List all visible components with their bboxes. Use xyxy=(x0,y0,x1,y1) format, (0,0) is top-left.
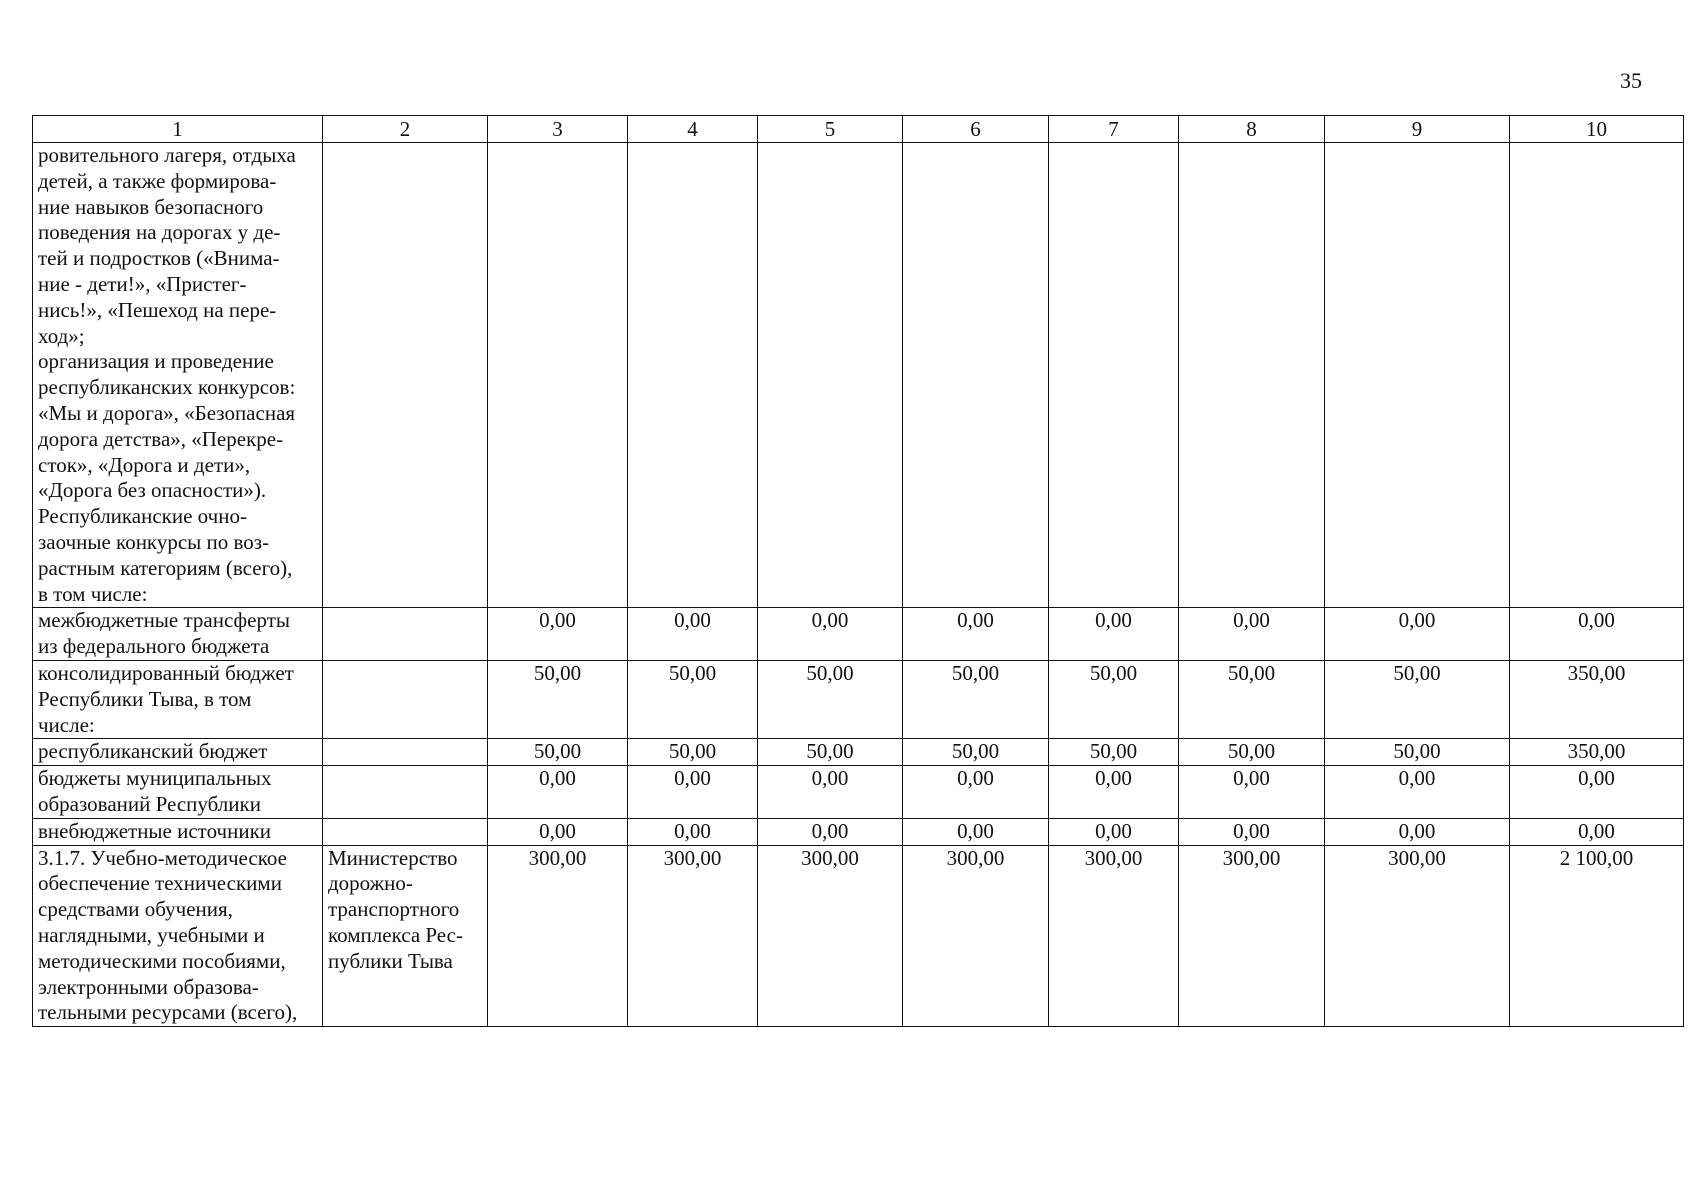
value-cell: 2 100,00 xyxy=(1510,845,1684,1027)
column-header: 3 xyxy=(488,116,628,143)
value-cell: 0,00 xyxy=(758,608,903,661)
column-header: 1 xyxy=(33,116,323,143)
value-cell xyxy=(1179,143,1325,608)
column-header: 10 xyxy=(1510,116,1684,143)
row-responsible xyxy=(323,143,488,608)
row-responsible xyxy=(323,766,488,819)
column-header: 4 xyxy=(628,116,758,143)
row-description: республиканский бюджет xyxy=(33,739,323,766)
value-cell xyxy=(758,143,903,608)
value-cell: 0,00 xyxy=(903,608,1049,661)
table-row xyxy=(33,766,1684,819)
value-cell: 0,00 xyxy=(1510,608,1684,661)
value-cell: 300,00 xyxy=(1049,845,1179,1027)
page-number: 35 xyxy=(1620,68,1642,93)
column-header: 6 xyxy=(903,116,1049,143)
value-cell: 0,00 xyxy=(628,608,758,661)
row-responsible xyxy=(323,660,488,738)
value-cell xyxy=(1325,143,1510,608)
row-description: внебюджетные источники xyxy=(33,818,323,845)
value-cell: 50,00 xyxy=(903,739,1049,766)
value-cell: 0,00 xyxy=(903,818,1049,845)
value-cell: 300,00 xyxy=(1179,845,1325,1027)
value-cell: 0,00 xyxy=(903,766,1049,819)
value-cell: 50,00 xyxy=(1325,660,1510,738)
value-cell: 50,00 xyxy=(1179,660,1325,738)
column-header: 2 xyxy=(323,116,488,143)
value-cell: 0,00 xyxy=(1325,608,1510,661)
value-cell: 0,00 xyxy=(1510,818,1684,845)
row-responsible xyxy=(323,818,488,845)
value-cell: 350,00 xyxy=(1510,660,1684,738)
column-header: 7 xyxy=(1049,116,1179,143)
value-cell: 50,00 xyxy=(628,739,758,766)
value-cell: 0,00 xyxy=(1325,766,1510,819)
value-cell: 300,00 xyxy=(1325,845,1510,1027)
value-cell: 50,00 xyxy=(488,660,628,738)
value-cell: 0,00 xyxy=(1325,818,1510,845)
column-header: 8 xyxy=(1179,116,1325,143)
table-row xyxy=(33,143,1684,608)
value-cell: 0,00 xyxy=(488,608,628,661)
row-description: консолидированный бюджет Республики Тыва, в том числе: xyxy=(33,660,323,738)
value-cell: 0,00 xyxy=(1049,818,1179,845)
value-cell: 50,00 xyxy=(628,660,758,738)
value-cell: 0,00 xyxy=(1049,608,1179,661)
row-description: ровительного лагеря, отдыха детей, а также формирова- ние навыков безопасного поведения на дорогах у де- тей и подростков («Внима- ние - дети!», «Пристег- нись!», «Пешеход на пере- ход»; организация и проведение республиканских конкурсов: «Мы и дорога», «Безопасная дорога детства», «Перекре- сток», «Дорога и дети», «Дорога без опасности»). Республиканские очно- заочные конкурсы по воз- растным категориям (всего), в том числе: xyxy=(33,143,323,608)
value-cell: 50,00 xyxy=(1049,739,1179,766)
value-cell: 0,00 xyxy=(758,818,903,845)
value-cell: 50,00 xyxy=(1325,739,1510,766)
header-row xyxy=(33,116,1684,143)
value-cell: 0,00 xyxy=(1510,766,1684,819)
value-cell: 50,00 xyxy=(488,739,628,766)
row-responsible xyxy=(323,608,488,661)
value-cell: 0,00 xyxy=(1179,818,1325,845)
value-cell: 300,00 xyxy=(758,845,903,1027)
value-cell: 0,00 xyxy=(1179,608,1325,661)
budget-table xyxy=(32,115,1684,1027)
value-cell: 50,00 xyxy=(1049,660,1179,738)
value-cell: 50,00 xyxy=(903,660,1049,738)
value-cell: 50,00 xyxy=(758,739,903,766)
value-cell: 300,00 xyxy=(903,845,1049,1027)
row-description: бюджеты муниципальных образований Республики xyxy=(33,766,323,819)
value-cell xyxy=(488,143,628,608)
value-cell: 0,00 xyxy=(1179,766,1325,819)
value-cell: 50,00 xyxy=(1179,739,1325,766)
value-cell: 350,00 xyxy=(1510,739,1684,766)
row-responsible: Министерство дорожно- транспортного комплекса Рес- публики Тыва xyxy=(323,845,488,1027)
column-header: 5 xyxy=(758,116,903,143)
value-cell xyxy=(1049,143,1179,608)
table-row xyxy=(33,845,1684,1027)
table-row xyxy=(33,818,1684,845)
row-description: межбюджетные трансферты из федерального бюджета xyxy=(33,608,323,661)
value-cell: 0,00 xyxy=(488,766,628,819)
value-cell: 300,00 xyxy=(488,845,628,1027)
value-cell xyxy=(628,143,758,608)
value-cell: 0,00 xyxy=(1049,766,1179,819)
column-header: 9 xyxy=(1325,116,1510,143)
value-cell: 0,00 xyxy=(628,818,758,845)
table-row xyxy=(33,739,1684,766)
table-row xyxy=(33,660,1684,738)
value-cell xyxy=(903,143,1049,608)
table-row xyxy=(33,608,1684,661)
value-cell: 0,00 xyxy=(488,818,628,845)
row-description: 3.1.7. Учебно-методическое обеспечение техническими средствами обучения, наглядными, учебными и методическими пособиями, электронными образова- тельными ресурсами (всего), xyxy=(33,845,323,1027)
row-responsible xyxy=(323,739,488,766)
value-cell: 0,00 xyxy=(758,766,903,819)
value-cell: 300,00 xyxy=(628,845,758,1027)
value-cell: 0,00 xyxy=(628,766,758,819)
value-cell: 50,00 xyxy=(758,660,903,738)
value-cell xyxy=(1510,143,1684,608)
